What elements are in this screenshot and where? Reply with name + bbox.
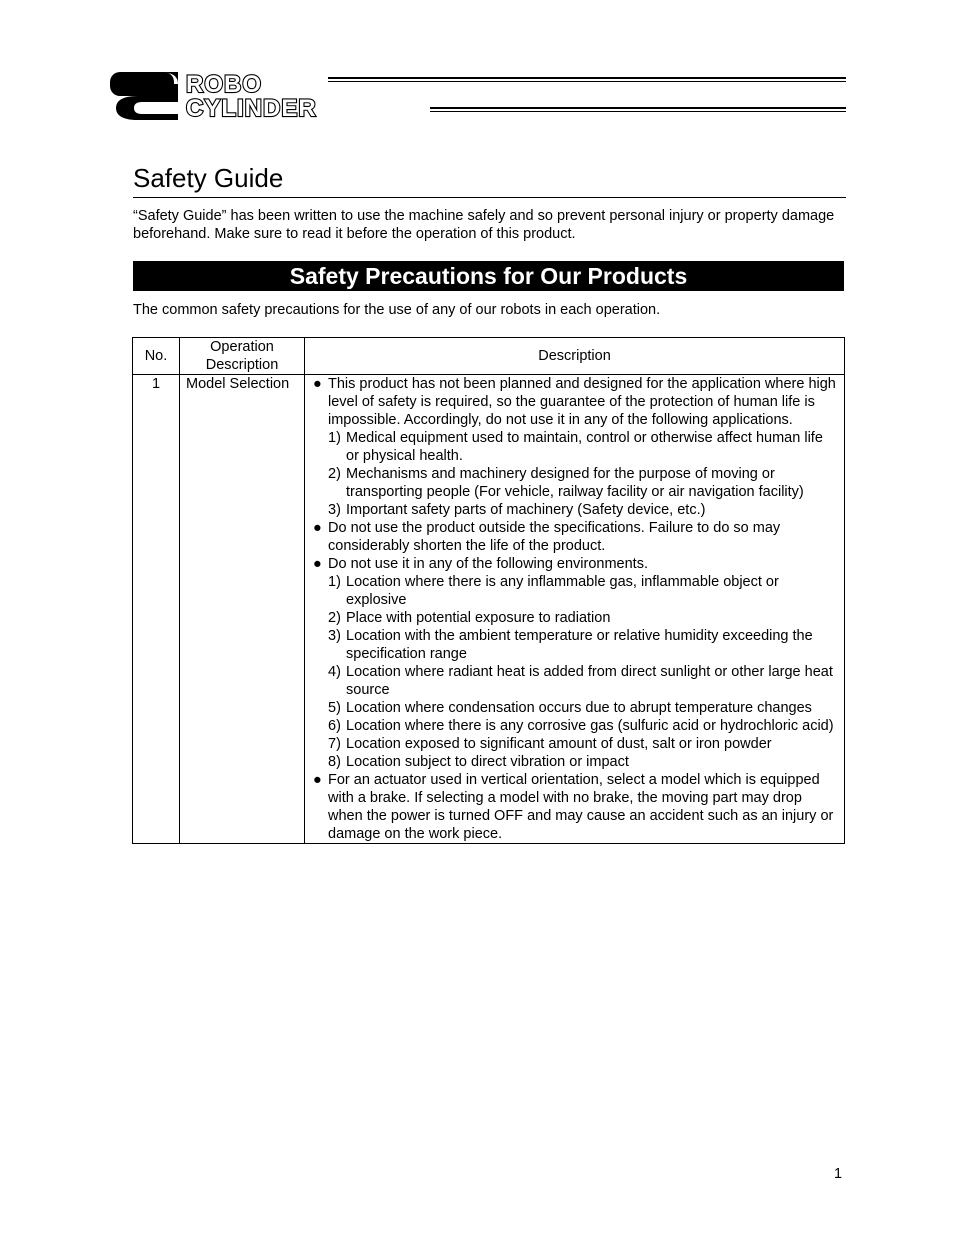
sub-item xyxy=(313,753,836,771)
sub-item xyxy=(313,609,836,627)
sub-item-number: 2) xyxy=(328,466,341,482)
sub-item-text: Location exposed to significant amount of dust, salt or iron powder xyxy=(346,736,772,752)
sub-item-number: 6) xyxy=(328,718,341,734)
sub-item-text: Place with potential exposure to radiation xyxy=(346,610,611,626)
bullet-text: Do not use the product outside the specifications. Failure to do so may considerably shorten the life of the product. xyxy=(328,520,781,554)
header-no: No. xyxy=(133,338,180,375)
sub-item-text: Location with the ambient temperature or relative humidity exceeding the specification range xyxy=(346,628,813,662)
sub-item xyxy=(313,465,836,501)
common-precautions-text: The common safety precautions for the use of any of our robots in each operation. xyxy=(133,302,661,318)
bullet-item xyxy=(313,555,836,573)
bullet-item xyxy=(313,375,836,429)
sub-item-text: Mechanisms and machinery designed for the purpose of moving or transporting people (For vehicle, railway facility or air navigation facility) xyxy=(346,466,804,500)
sub-item xyxy=(313,573,836,609)
sub-item-text: Important safety parts of machinery (Safety device, etc.) xyxy=(346,502,706,518)
bullet-text: For an actuator used in vertical orientation, select a model which is equipped with a brake. If selecting a model with no brake, the moving part may drop when the power is turned OFF and may cause an accident such as an injury or damage on the work piece. xyxy=(328,772,834,842)
bullet-icon: ● xyxy=(313,376,322,392)
intro-paragraph: “Safety Guide” has been written to use the machine safely and so prevent personal injury or property damage beforehand. Make sure to read it before the operation of this product. xyxy=(133,208,835,242)
sub-item-number: 7) xyxy=(328,736,341,752)
sub-item-number: 1) xyxy=(328,574,341,590)
sub-item-text: Medical equipment used to maintain, control or otherwise affect human life or physical health. xyxy=(346,430,823,464)
sub-item xyxy=(313,627,836,663)
page-title: Safety Guide xyxy=(133,163,284,193)
bullet-text: This product has not been planned and designed for the application where high level of safety is required, so the guarantee of the protection of human life is impossible. Accordingly, do not use it in any of the following applications. xyxy=(328,376,836,428)
sub-item xyxy=(313,735,836,753)
sub-item xyxy=(313,717,836,735)
bullet-item xyxy=(313,771,836,843)
sub-item-number: 3) xyxy=(328,502,341,518)
sub-item-number: 1) xyxy=(328,430,341,446)
section-banner: Safety Precautions for Our Products xyxy=(133,261,844,291)
bullet-icon: ● xyxy=(313,520,322,536)
sub-item-text: Location where radiant heat is added from direct sunlight or other large heat source xyxy=(346,664,833,698)
row-description xyxy=(305,375,845,844)
sub-item xyxy=(313,429,836,465)
safety-table xyxy=(132,337,845,844)
table-row xyxy=(133,375,845,844)
robo-cylinder-logo xyxy=(108,70,848,122)
bullet-icon: ● xyxy=(313,556,322,572)
header-description: Description xyxy=(305,338,845,375)
title-rule xyxy=(133,197,846,198)
sub-item xyxy=(313,699,836,717)
row-number: 1 xyxy=(133,375,180,844)
logo-word-1: ROBO xyxy=(186,71,262,98)
logo-word-2: CYLINDER xyxy=(186,95,317,122)
sub-item xyxy=(313,501,836,519)
header-operation: Operation Description xyxy=(180,338,305,375)
rc-logo-icon xyxy=(108,70,848,122)
row-operation: Model Selection xyxy=(180,375,305,844)
bullet-text: Do not use it in any of the following environments. xyxy=(328,556,648,572)
sub-item-number: 5) xyxy=(328,700,341,716)
sub-item xyxy=(313,663,836,699)
sub-item-text: Location subject to direct vibration or impact xyxy=(346,754,629,770)
sub-item-number: 3) xyxy=(328,628,341,644)
sub-item-number: 8) xyxy=(328,754,341,770)
sub-item-text: Location where there is any corrosive gas (sulfuric acid or hydrochloric acid) xyxy=(346,718,834,734)
page-number: 1 xyxy=(834,1166,843,1182)
bullet-icon: ● xyxy=(313,772,322,788)
sub-item-text: Location where condensation occurs due to abrupt temperature changes xyxy=(346,700,812,716)
table-body xyxy=(133,375,845,844)
sub-item-number: 4) xyxy=(328,664,341,680)
table-header-row xyxy=(133,338,845,375)
bullet-item xyxy=(313,519,836,555)
sub-item-text: Location where there is any inflammable gas, inflammable object or explosive xyxy=(346,574,779,608)
sub-item-number: 2) xyxy=(328,610,341,626)
